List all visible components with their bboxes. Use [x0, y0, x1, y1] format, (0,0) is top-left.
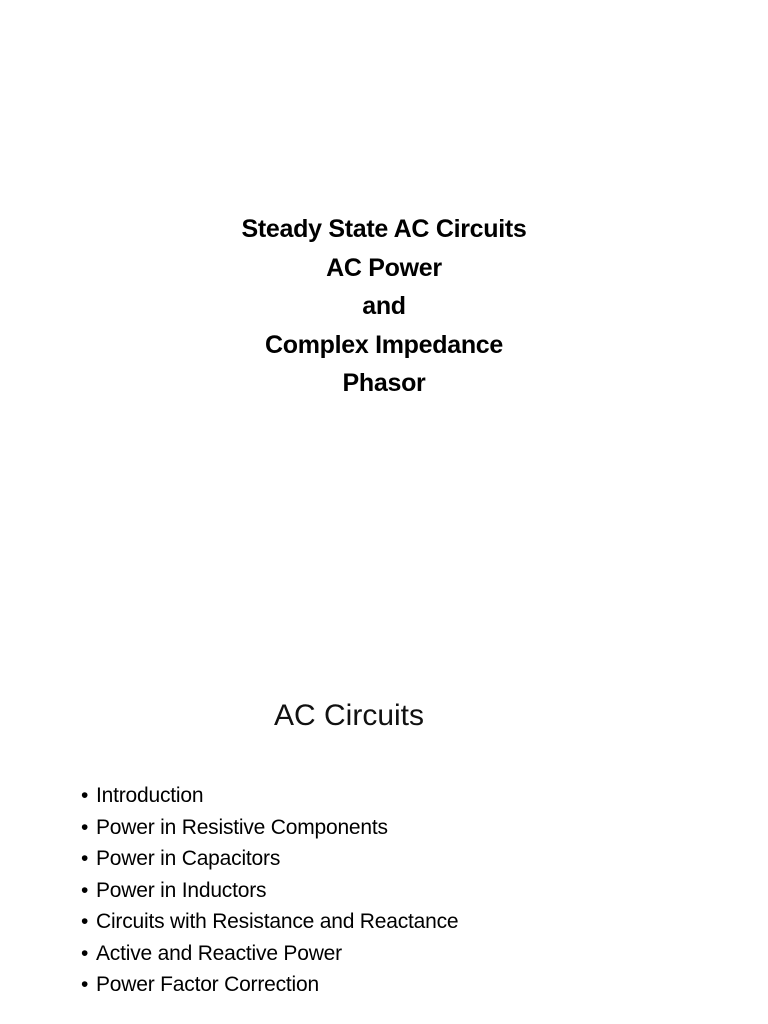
bullet-icon: •	[81, 941, 89, 965]
bullet-icon: •	[81, 815, 89, 839]
list-item-label: Introduction	[96, 784, 204, 807]
bullet-icon: •	[81, 973, 89, 996]
bullet-icon: •	[81, 878, 89, 902]
title-line: Complex Impedance	[264, 330, 504, 359]
list-item-label: Active and Reactive Power	[96, 941, 342, 965]
section-heading: AC Circuits	[273, 699, 424, 732]
list-item-label: Power in Capacitors	[96, 847, 281, 870]
title-line: and	[362, 292, 406, 320]
list-item	[81, 875, 458, 907]
list-item-label: Circuits with Resistance and Reactance	[96, 910, 459, 933]
title-line: Phasor	[342, 369, 426, 397]
list-item	[81, 969, 458, 1001]
title-line: AC Power	[326, 253, 442, 282]
bullet-icon: •	[81, 847, 89, 870]
title-line: Steady State AC Circuits	[241, 215, 527, 243]
list-item-label: Power Factor Correction	[96, 973, 319, 996]
list-item-label: Power in Resistive Components	[96, 815, 388, 839]
list-item	[81, 938, 458, 970]
bullet-icon: •	[81, 784, 89, 807]
list-item	[81, 780, 458, 812]
list-item	[81, 843, 458, 875]
title-block	[0, 210, 768, 403]
list-item	[81, 906, 458, 938]
contents-slide	[0, 640, 768, 1024]
bullet-list	[81, 780, 458, 1001]
list-item-label: Power in Inductors	[96, 878, 267, 902]
list-item	[81, 812, 458, 844]
bullet-icon: •	[81, 910, 89, 933]
